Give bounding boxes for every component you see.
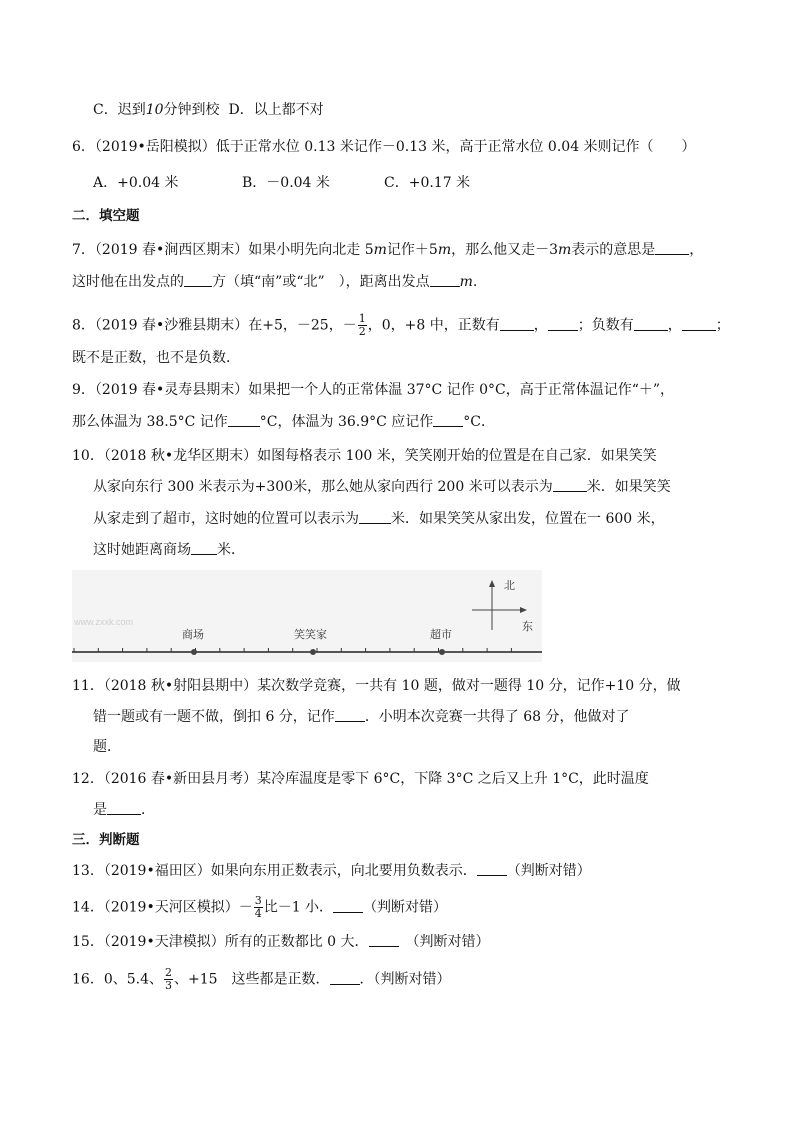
- number-line-figure: [72, 570, 542, 666]
- q13-text: 13．（2019•福田区）如果向东用正数表示，向北要用负数表示．: [72, 863, 477, 879]
- q16-fraction-denominator: 3: [165, 979, 172, 992]
- q7-line1: [72, 240, 703, 260]
- q7-text-6: 这时他在出发点的: [72, 274, 184, 290]
- q7-unit-m3: m: [558, 242, 572, 258]
- q14-fraction-numerator: 3: [254, 894, 262, 907]
- number-line-svg: [72, 570, 542, 662]
- q12-line1: 12．（2016 春•新田县月考）某冷库温度是零下 6°C，下降 3°C 之后又上升 1°C，此时温度: [72, 771, 649, 787]
- q10-text-3: 从家走到了超市，这时她的位置可以表示为: [93, 511, 359, 527]
- q15-answer-blank[interactable]: [369, 932, 399, 947]
- q7-text-7: 方（填“南”或“北” ），距离出发点: [212, 274, 430, 290]
- q8-answer-blank-4[interactable]: [682, 316, 716, 331]
- q15-text: 15．（2019•天津模拟）所有的正数都比 0 大．: [72, 934, 369, 950]
- q9-answer-blank-2[interactable]: [433, 412, 463, 427]
- q8-text-1: 8．（2019 春•沙雅县期末）在+5，－25，－: [72, 317, 357, 334]
- home-point: [310, 649, 316, 655]
- q13-answer-blank[interactable]: [477, 861, 507, 876]
- q10-line1: 10．（2018 秋•龙华区期末）如图每格表示 100 米，笑笑刚开始的位置是在自己家．如果笑笑: [72, 448, 657, 464]
- q13-judge-note: （判断对错）: [506, 863, 591, 879]
- q10-line3: [93, 509, 665, 529]
- compass-north-label: 北: [504, 579, 515, 592]
- supermarket-label: 超市: [430, 628, 452, 641]
- q16-line: [72, 967, 451, 992]
- q14-fraction-denominator: 4: [254, 907, 262, 920]
- q15-judge-note: （判断对错）: [398, 934, 490, 950]
- q10-line4: [93, 540, 245, 560]
- mall-point: [191, 649, 197, 655]
- q16-text-1: 16．0、5.4、: [72, 971, 163, 988]
- q8-fraction-denominator: 2: [358, 325, 366, 338]
- q8-line2: 既不是正数，也不是负数．: [72, 350, 240, 366]
- q14-text-1: 14．（2019•天河区模拟）－: [72, 899, 253, 916]
- q11-line2: [93, 707, 630, 727]
- q11-answer-blank-1[interactable]: [335, 707, 365, 722]
- q16-fraction: [164, 967, 173, 992]
- home-label: 笑笑家: [294, 628, 327, 641]
- section-judgment-heading: 三．判断题: [72, 832, 140, 848]
- q11-line3: 题．: [93, 739, 121, 755]
- q16-answer-blank[interactable]: [330, 970, 360, 985]
- q8-fraction: [358, 313, 367, 338]
- q8-answer-blank-2[interactable]: [548, 316, 578, 331]
- q13-line: [72, 861, 591, 881]
- q10-line2: [93, 477, 671, 497]
- q9-text-1: 那么体温为 38.5°C 记作: [72, 414, 228, 430]
- section-fill-in-heading: 二．填空题: [72, 208, 140, 224]
- q11-text-2: ．小明本次竞赛一共得了 68 分，他做对了: [364, 709, 630, 725]
- q10-text-2: 米．如果笑笑: [586, 479, 671, 495]
- q7-answer-blank-3[interactable]: [430, 272, 460, 287]
- q7-answer-blank-2[interactable]: [184, 272, 212, 287]
- q5-option-d: D．以上都不对: [228, 102, 324, 118]
- q8-fraction-numerator: 1: [358, 312, 366, 325]
- q6-stem: 6．（2019•岳阳模拟）低于正常水位 0.13 米记作－0.13 米，高于正常水位 0.04 米则记作（ ）: [72, 139, 696, 155]
- q16-judge-note: ．（判断对错）: [359, 971, 451, 988]
- q8-separator-2: ，: [667, 317, 682, 334]
- q10-text-5: 这时她距离商场: [93, 542, 191, 558]
- q10-text-6: 米．: [217, 542, 245, 558]
- figure-background: [72, 570, 542, 662]
- q7-text-2: 记作＋5: [386, 242, 438, 258]
- compass-east-label: 东: [522, 620, 533, 633]
- q9-text-2: °C，体温为 36.9°C 应记作: [259, 414, 434, 430]
- q7-text-1: 7．（2019 春•涧西区期末）如果小明先向北走 5: [72, 242, 374, 258]
- q7-unit-m1: m: [373, 242, 387, 258]
- q14-text-2: 比－1 小．: [263, 899, 334, 916]
- mall-label: 商场: [182, 628, 204, 641]
- q14-fraction: [254, 895, 263, 920]
- q7-text-4: 表示的意思是: [571, 242, 656, 258]
- q12-text-1: 是: [93, 802, 107, 818]
- q7-unit-m4: m: [459, 274, 473, 290]
- q10-answer-blank-2[interactable]: [359, 509, 391, 524]
- q8-line1: [72, 313, 730, 338]
- q16-text-2: 、+15 这些都是正数．: [174, 971, 330, 988]
- q6-option-a: A．+0.04 米: [93, 175, 179, 191]
- q14-line: [72, 895, 447, 920]
- q9-line2: [72, 412, 495, 432]
- q7-unit-m2: m: [437, 242, 452, 258]
- q7-text-5: ，: [689, 242, 704, 258]
- q14-answer-blank[interactable]: [333, 898, 363, 913]
- q8-answer-blank-3[interactable]: [634, 316, 668, 331]
- q11-line1: 11．（2018 秋•射阳县期中）某次数学竞赛，一共有 10 题，做对一题得 10 分，记作+10 分，做: [72, 678, 681, 694]
- q12-text-2: ．: [141, 802, 155, 818]
- q12-line2: [93, 800, 155, 820]
- q10-answer-blank-3[interactable]: [191, 540, 217, 555]
- q8-separator-3: ；: [715, 317, 730, 334]
- q7-text-8: .: [472, 274, 478, 290]
- q9-answer-blank-1[interactable]: [228, 412, 260, 427]
- q12-answer-blank[interactable]: [107, 800, 141, 815]
- q8-answer-blank-1[interactable]: [500, 316, 534, 331]
- q6-option-b: B．－0.04 米: [242, 175, 330, 191]
- q6-option-c: C．+0.17 米: [384, 175, 471, 191]
- q9-line1: 9．（2019 春•灵寿县期末）如果把一个人的正常体温 37°C 记作 0°C，高于正常体温记作“＋”，: [72, 382, 675, 398]
- q8-text-2: ，0，+8 中，正数有: [367, 317, 500, 334]
- q14-judge-note: （判断对错）: [363, 899, 448, 916]
- q9-text-3: °C．: [463, 414, 496, 430]
- q8-text-3: ；负数有: [577, 317, 634, 334]
- q7-text-3: ，那么他又走－3: [451, 242, 559, 258]
- q15-line: [72, 932, 490, 952]
- q7-answer-blank-1[interactable]: [655, 240, 689, 255]
- q7-line2: [72, 272, 477, 292]
- q5-option-c-rest: 分钟到校: [163, 102, 220, 118]
- q5-option-c-text: C．迟到: [93, 102, 146, 118]
- q5-options-cd: [93, 100, 324, 120]
- q8-separator-1: ，: [533, 317, 548, 334]
- supermarket-point: [439, 649, 445, 655]
- figure-watermark: www.zxxk.com: [74, 617, 134, 627]
- q10-text-1: 从家向东行 300 米表示为+300米，那么她从家向西行 200 米可以表示为: [93, 479, 553, 495]
- q16-fraction-numerator: 2: [165, 966, 172, 979]
- q10-answer-blank-1[interactable]: [553, 477, 587, 492]
- q5-option-c-number: 10: [145, 102, 164, 118]
- q10-text-4: 米．如果笑笑从家出发，位置在一 600 米，: [391, 511, 665, 527]
- q11-text-1: 错一题或有一题不做，倒扣 6 分，记作: [93, 709, 335, 725]
